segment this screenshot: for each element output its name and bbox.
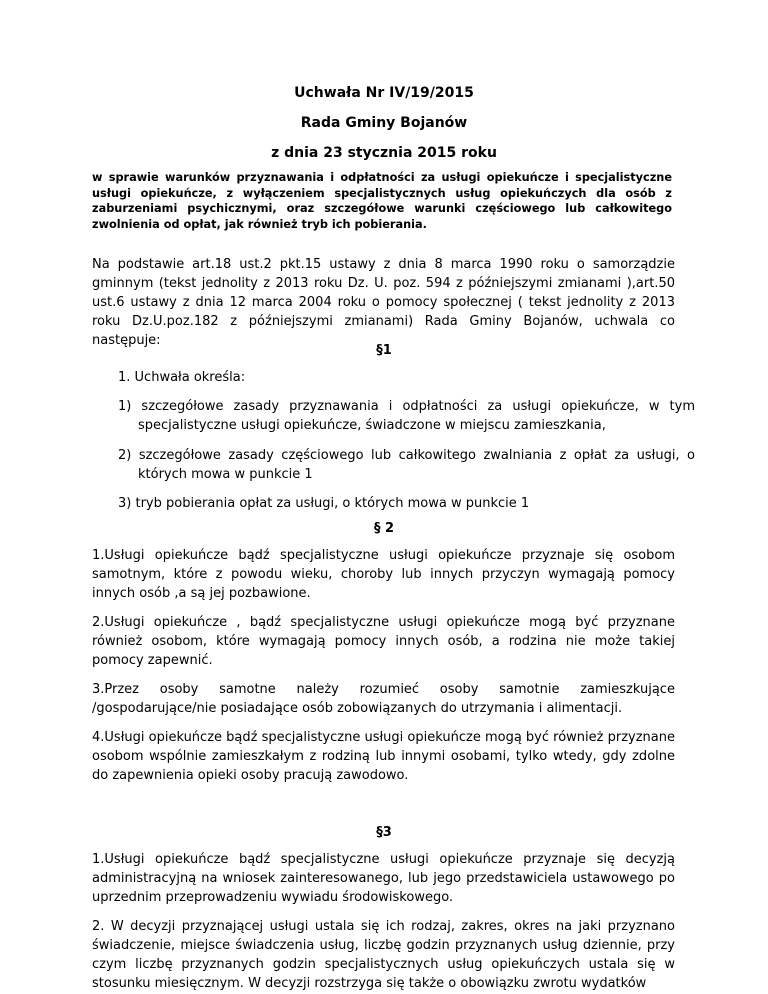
p3-word: rozumieć (359, 682, 420, 697)
section-1-heading: §1 (376, 343, 392, 358)
resolution-title: Uchwała Nr IV/19/2015 (294, 85, 474, 101)
p3-word: samotne (219, 682, 276, 697)
section-1-item-2: 2) szczegółowe zasady częściowego lub całkowitego zwalniania z opłat za usługi, o których mowa w punkcie 1 (118, 448, 695, 482)
preamble: Na podstawie art.18 ust.2 pkt.15 ustawy z dnia 8 marca 1990 roku o samorządzie gminnym (tekst jednolity z 2013 roku Dz. U. poz. 594 z późniejszymi zmianami ),art.50 ust.6 ustawy z dnia 12 marca 2004 roku o pomocy społecznej ( tekst jednolity z 2013 roku Dz.U.poz.182 z późniejszymi zmianami) Rada Gminy Bojanów, uchwala co następuje: (92, 257, 675, 348)
section-2-paragraph-2: 2.Usługi opiekuńcze , bądź specjalistyczne usługi opiekuńcze mogą być przyznane również osobom, które wymagają pomocy innych osób, a rodzina nie może takiej pomocy zapewnić. (92, 615, 675, 668)
section-2-heading: § 2 (373, 521, 395, 536)
p3-word: zamieszkujące (580, 682, 675, 697)
section-3-paragraph-1: 1.Usługi opiekuńcze bądź specjalistyczne usługi opiekuńcze przyznaje się decyzją administracyjną na wniosek zainteresowanego, lub jego przedstawiciela ustawowego po uprzednim przeprowadzeniu wywiadu środowiskowego. (92, 852, 675, 905)
p3-word: 3.Przez (92, 682, 140, 697)
section-1-intro: 1. Uchwała określa: (118, 370, 246, 385)
section-3-heading: §3 (376, 825, 392, 840)
section-2-paragraph-4: 4.Usługi opiekuńcze bądź specjalistyczne usługi opiekuńcze mogą być również przyznane osobom wspólnie zamieszkałym z rodziną lub innymi osobami, tylko wtedy, gdy zdolne do zapewnienia opieki osoby pracują zawodowo. (92, 730, 675, 783)
p3-word: osoby (159, 682, 199, 697)
p3-word: samotnie (499, 682, 560, 697)
resolution-subject: w sprawie warunków przyznawania i odpłatności za usługi opiekuńcze i specjalistyczne usługi opiekuńcze, z wyłączeniem specjalistycznych usług opiekuńczych dla osób z zaburzeniami psychicznymi, oraz szczegółowe warunki częściowego lub całkowitego zwolnienia od opłat, jak również tryb ich pobierania. (92, 171, 672, 231)
section-3-paragraph-2: 2. W decyzji przyznającej usługi ustala się ich rodzaj, zakres, okres na jaki przyznano świadczenie, miejsce świadczenia usług, liczbę godzin przyznanych usług dziennie, przy czym liczbę przyznanych godzin specjalistycznych usług opiekuńczych ustala się w stosunku miesięcznym. W decyzji rozstrzyga się także o obowiązku zwrotu wydatków (92, 919, 675, 991)
section-1-item-3: 3) tryb pobierania opłat za usługi, o których mowa w punkcie 1 (118, 496, 530, 511)
section-2-paragraph-3-line-2: /gospodarujące/nie posiadające osób zobowiązanych do utrzymania i alimentacji. (92, 701, 623, 716)
council-name: Rada Gminy Bojanów (300, 115, 468, 131)
p3-word: należy (296, 682, 339, 697)
p3-word: osoby (439, 682, 479, 697)
section-2-paragraph-3-line-1 (92, 680, 675, 699)
section-1-item-1: 1) szczegółowe zasady przyznawania i odpłatności za usługi opiekuńcze, w tym specjalistyczne usługi opiekuńcze, świadczone w miejscu zamieszkania, (118, 399, 695, 433)
resolution-date: z dnia 23 stycznia 2015 roku (271, 145, 497, 161)
section-2-paragraph-1: 1.Usługi opiekuńcze bądź specjalistyczne usługi opiekuńcze przyznaje się osobom samotnym, które z powodu wieku, choroby lub innych przyczyn wymagają pomocy innych osób ,a są jej pozbawione. (92, 548, 675, 601)
section-2-paragraph-3 (92, 680, 675, 718)
